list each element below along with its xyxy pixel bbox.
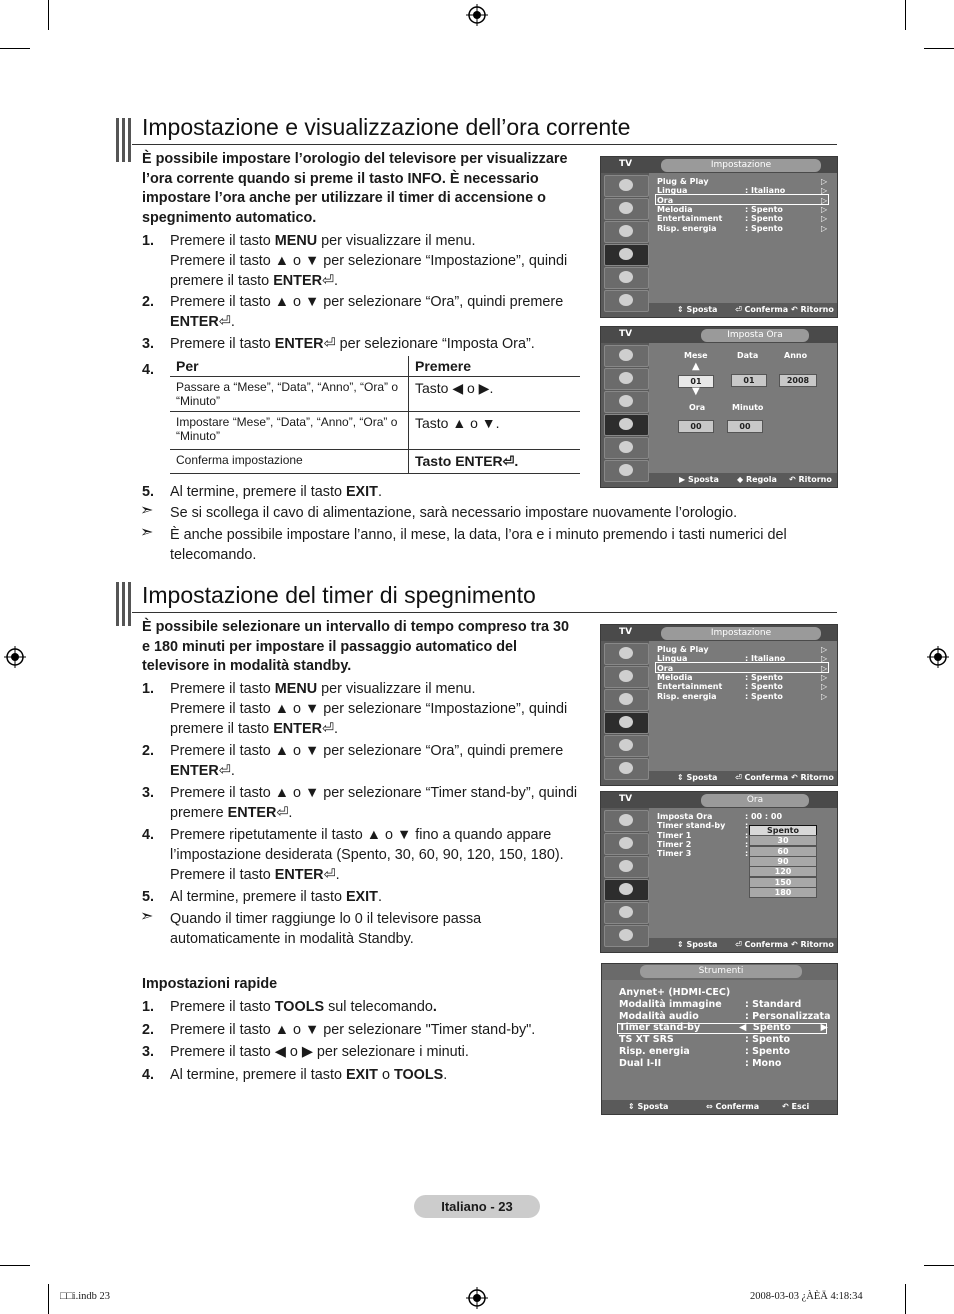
table-row: [170, 377, 580, 412]
osd-imposta-ora-menu: [600, 326, 838, 488]
osd-item-label: Ora: [657, 663, 674, 673]
picture-menu-icon[interactable]: [604, 345, 649, 367]
registration-mark-icon: [466, 4, 488, 26]
up-arrow-icon: ▲: [692, 361, 700, 372]
osd-item-label: TS XT SRS: [619, 1034, 674, 1046]
table-cell: Tasto ◀ o ▶.: [409, 377, 581, 412]
timer-option[interactable]: 120: [749, 866, 817, 877]
input-menu-icon[interactable]: [604, 735, 649, 757]
channel-menu-icon[interactable]: [604, 689, 649, 711]
osd-menu-item[interactable]: [657, 214, 828, 224]
sound-menu-icon[interactable]: [604, 833, 649, 855]
osd-item-value: : Personalizzata: [745, 1010, 831, 1022]
step-text: ENTER⏎.: [170, 314, 235, 330]
osd-footer-move: ⇕ Sposta: [677, 305, 718, 314]
osd-item-value: : 00 : 00: [745, 812, 783, 821]
setup-menu-icon[interactable]: [604, 879, 649, 901]
crop-mark: [48, 0, 49, 30]
osd-item-label: Risp. energia: [657, 223, 717, 233]
table-cell: Impostare “Mese”, “Data”, “Anno”, “Ora” o “Minuto”: [170, 412, 409, 450]
osd-footer-move: ▶ Sposta: [679, 475, 719, 484]
section-title: Impostazione del timer di spegnimento: [142, 582, 536, 608]
osd-item-value: : Spento: [745, 1034, 791, 1046]
step-text: Premere il tasto ◀ o ▶ per selezionare i minuti.: [170, 1044, 469, 1060]
step-number: 5.: [142, 889, 155, 905]
osd-menu-item[interactable]: [657, 177, 828, 186]
crop-mark: [924, 1265, 954, 1266]
osd-menu-item[interactable]: [657, 821, 749, 831]
osd-item-value: :: [745, 849, 749, 859]
sound-menu-icon[interactable]: [604, 368, 649, 390]
setup-menu-icon[interactable]: [604, 244, 649, 266]
osd-selection-highlight: [655, 662, 829, 673]
osd-footer-move: ⇕ Sposta: [677, 773, 718, 782]
osd-strumenti-menu: [601, 963, 838, 1115]
osd-item-value: : Spento: [745, 223, 783, 233]
step-text: premere il tasto ENTER⏎.: [170, 721, 339, 737]
osd-footer: [649, 303, 837, 317]
table-cell: Conferma impostazione: [170, 450, 409, 474]
channel-menu-icon[interactable]: [604, 856, 649, 878]
application-menu-icon[interactable]: [604, 758, 649, 780]
step-number: 1.: [142, 999, 155, 1015]
osd-item-label: Entertainment: [657, 214, 723, 224]
timer-option[interactable]: 150: [749, 877, 817, 888]
osd-footer-return: ↶ Ritorno: [791, 305, 834, 314]
hour-field[interactable]: 00: [678, 420, 714, 433]
osd-item-value: : Standard: [745, 998, 802, 1010]
osd-title: Imposta Ora: [701, 329, 809, 342]
osd-sidebar: [601, 173, 649, 317]
osd-title: Strumenti: [640, 965, 802, 978]
osd-tv-label: TV: [619, 159, 633, 169]
osd-item-label: Imposta Ora: [657, 812, 713, 821]
step-text: Premere il tasto ENTER⏎ per selezionare “Imposta Ora”.: [170, 336, 535, 352]
osd-footer: [649, 771, 837, 785]
down-arrow-icon: ▼: [692, 386, 700, 397]
step-text: Premere il tasto MENU per visualizzare il menu.: [170, 681, 476, 697]
osd-title: Impostazione: [661, 627, 821, 640]
osd-tv-label: TV: [619, 794, 633, 804]
osd-item-value: : Italiano: [745, 186, 786, 196]
osd-footer-confirm: ⏎ Conferma: [735, 305, 789, 314]
hour-label: Ora: [689, 403, 706, 412]
osd-menu-item[interactable]: [657, 672, 828, 682]
date-label: Data: [737, 351, 759, 360]
minute-label: Minuto: [732, 403, 764, 412]
timer-option[interactable]: Spento: [749, 825, 817, 836]
osd-menu-item[interactable]: [657, 812, 783, 821]
print-footer-right: 2008-03-03 ¿ÀÈÄ 4:18:34: [750, 1291, 863, 1302]
osd-menu-item[interactable]: [657, 830, 749, 840]
osd-menu-item[interactable]: [619, 1046, 791, 1057]
submenu-arrow-icon: ▷: [821, 195, 828, 205]
osd-menu-item[interactable]: [619, 998, 802, 1010]
osd-item-label: Risp. energia: [657, 691, 717, 701]
osd-item-value: ◀ Spento ▶: [739, 1022, 828, 1034]
osd-item-label: Plug & Play: [657, 645, 709, 654]
picture-menu-icon[interactable]: [604, 175, 649, 197]
sound-menu-icon[interactable]: [604, 666, 649, 688]
osd-item-value: : Spento: [745, 1046, 791, 1057]
step-text: ENTER⏎.: [170, 763, 235, 779]
osd-sidebar: [601, 641, 649, 785]
osd-item-label: Melodia: [657, 204, 693, 214]
year-label: Anno: [784, 351, 808, 360]
osd-item-label: Timer 1: [657, 830, 692, 840]
submenu-arrow-icon: ▷: [821, 691, 828, 701]
osd-footer-move: ⇕ Sposta: [628, 1102, 669, 1111]
osd-item-label: Timer 3: [657, 849, 692, 859]
step-text: Premere il tasto ▲ o ▼ per selezionare “Ora”, quindi premere: [170, 743, 564, 759]
table-row: [170, 450, 580, 474]
submenu-arrow-icon: ▷: [821, 177, 828, 186]
step-number: 5.: [142, 484, 155, 500]
timer-option[interactable]: 180: [749, 887, 817, 898]
step-number: 1.: [142, 681, 155, 697]
osd-menu-item[interactable]: [657, 223, 828, 233]
year-field[interactable]: 2008: [779, 374, 817, 387]
step-text: Al termine, premere il tasto EXIT.: [170, 889, 382, 905]
submenu-arrow-icon: ▷: [821, 645, 828, 654]
osd-item-value: : Mono: [745, 1057, 782, 1069]
application-menu-icon[interactable]: [604, 925, 649, 947]
note-arrow-icon: ➣: [140, 502, 154, 519]
timer-option[interactable]: 60: [749, 846, 817, 857]
osd-item-label: Plug & Play: [657, 177, 709, 186]
input-menu-icon[interactable]: [604, 267, 649, 289]
step-number: 3.: [142, 336, 155, 352]
sound-menu-icon[interactable]: [604, 198, 649, 220]
osd-item-label: Anynet+ (HDMI-CEC): [619, 987, 731, 998]
date-field[interactable]: 01: [731, 374, 767, 387]
osd-menu-item[interactable]: [657, 645, 828, 654]
osd-footer-return: ↶ Ritorno: [791, 940, 834, 949]
osd-item-value: : Italiano: [745, 654, 786, 664]
step-text: Premere il tasto ▲ o ▼ per selezionare "Timer stand-by".: [170, 1021, 536, 1038]
submenu-arrow-icon: ▷: [821, 654, 828, 664]
submenu-arrow-icon: ▷: [821, 204, 828, 214]
osd-footer: [649, 938, 837, 952]
osd-footer-move: ⇕ Sposta: [677, 940, 718, 949]
step-number: 1.: [142, 233, 155, 249]
osd-item-label: Dual I-II: [619, 1057, 662, 1069]
table-cell: Tasto ▲ o ▼.: [409, 412, 581, 450]
step-text: premere il tasto ENTER⏎.: [170, 273, 339, 289]
osd-footer-return: ↶ Ritorno: [791, 773, 834, 782]
page-number-badge: Italiano - 23: [414, 1195, 540, 1218]
step-text: premere ENTER⏎.: [170, 805, 293, 821]
osd-ora-menu: [600, 791, 838, 953]
osd-title: Impostazione: [661, 159, 821, 172]
crop-mark: [48, 1284, 49, 1314]
step-text: Al termine, premere il tasto EXIT o TOOLS.: [170, 1066, 448, 1083]
osd-item-value: :: [745, 839, 749, 849]
note-arrow-icon: ➣: [140, 524, 154, 541]
osd-item-value: : Spento: [745, 204, 783, 214]
osd-sidebar: [601, 808, 649, 952]
osd-item-label: Entertainment: [657, 682, 723, 692]
table-header: Premere: [409, 356, 581, 377]
osd-sidebar: [601, 343, 649, 487]
osd-item-value: : Spento: [745, 214, 783, 224]
input-menu-icon[interactable]: [604, 437, 649, 459]
note-arrow-icon: ➣: [140, 908, 154, 925]
setup-menu-icon[interactable]: [604, 414, 649, 436]
month-label: Mese: [684, 351, 708, 360]
osd-footer-exit: ↶ Esci: [782, 1102, 810, 1111]
step-number: 2.: [142, 1021, 155, 1038]
application-menu-icon[interactable]: [604, 290, 649, 312]
step-text: Al termine, premere il tasto EXIT.: [170, 484, 382, 500]
osd-menu-item[interactable]: [657, 654, 828, 664]
osd-item-label: Ora: [657, 195, 674, 205]
title-bar-decoration: [116, 118, 132, 162]
osd-impostazione-menu: [600, 156, 838, 318]
osd-menu-item[interactable]: [657, 691, 828, 701]
osd-item-label: Timer 2: [657, 839, 692, 849]
timer-option[interactable]: 90: [749, 856, 817, 867]
osd-menu-item[interactable]: [619, 1010, 831, 1022]
crop-mark: [0, 1265, 30, 1266]
step-text: Premere il tasto MENU per visualizzare il menu.: [170, 233, 476, 249]
table-cell: Passare a “Mese”, “Data”, “Anno”, “Ora” o “Minuto”: [170, 377, 409, 412]
osd-menu-item[interactable]: [657, 839, 749, 849]
step-number: 4.: [142, 362, 155, 378]
section-divider: [132, 612, 837, 613]
minute-field[interactable]: 00: [727, 420, 763, 433]
step-number: 3.: [142, 1044, 155, 1060]
key-table: [170, 356, 580, 474]
section-intro: È possibile selezionare un intervallo di tempo compreso tra 30 e 180 minuti per impostare il passaggio automatico del televisore in modalità standby.: [142, 619, 570, 675]
osd-footer-confirm: ⇔ Conferma: [706, 1102, 760, 1111]
registration-mark-icon: [4, 646, 26, 668]
crop-mark: [905, 1284, 906, 1314]
section-divider: [132, 144, 837, 145]
setup-menu-icon[interactable]: [604, 712, 649, 734]
crop-mark: [924, 48, 954, 49]
channel-menu-icon[interactable]: [604, 391, 649, 413]
step-text: Premere il tasto ▲ o ▼ per selezionare “Impostazione”, quindi: [170, 253, 568, 269]
step-text: Premere il tasto ▲ o ▼ per selezionare “Timer stand-by”, quindi: [170, 785, 578, 801]
crop-mark: [905, 0, 906, 30]
osd-item-label: Modalità audio: [619, 1010, 699, 1022]
osd-menu-item[interactable]: [657, 204, 828, 214]
table-row: [170, 412, 580, 450]
step-text: l’impostazione desiderata (Spento, 30, 60, 90, 120, 150, 180).: [170, 847, 564, 863]
submenu-arrow-icon: ▷: [821, 186, 828, 196]
osd-item-label: Timer stand-by: [619, 1022, 701, 1034]
osd-selection-highlight: [655, 194, 829, 205]
submenu-arrow-icon: ▷: [821, 672, 828, 682]
osd-item-label: Timer stand-by: [657, 821, 726, 831]
osd-item-value: : Spento: [745, 672, 783, 682]
osd-item-value: :: [745, 830, 749, 840]
osd-menu-item[interactable]: [657, 849, 749, 859]
osd-menu-item[interactable]: [619, 987, 730, 998]
table-cell: [409, 450, 581, 474]
osd-tv-label: TV: [619, 627, 633, 637]
step-text: Premere il tasto ENTER⏎.: [170, 867, 340, 883]
table-cell-text: Tasto ENTER⏎.: [415, 453, 519, 469]
table-header: Per: [170, 356, 409, 377]
picture-menu-icon[interactable]: [604, 643, 649, 665]
quick-title: Impostazioni rapide: [142, 976, 278, 992]
step-number: 3.: [142, 785, 155, 801]
picture-menu-icon[interactable]: [604, 810, 649, 832]
submenu-arrow-icon: ▷: [821, 214, 828, 224]
step-number: 4.: [142, 1066, 155, 1083]
osd-footer: [602, 1100, 837, 1114]
osd-tv-label: TV: [619, 329, 633, 339]
step-text: Premere il tasto ▲ o ▼ per selezionare “Impostazione”, quindi: [170, 701, 568, 717]
osd-footer-confirm: ⏎ Conferma: [735, 773, 789, 782]
step-text: Premere il tasto ▲ o ▼ per selezionare “Ora”, quindi premere: [170, 294, 564, 310]
timer-option[interactable]: 30: [749, 835, 817, 846]
osd-item-label: Melodia: [657, 672, 693, 682]
osd-menu-item[interactable]: [619, 1022, 828, 1034]
osd-menu-item[interactable]: [657, 186, 828, 196]
table-header-row: [170, 356, 580, 377]
osd-menu-item[interactable]: [619, 1057, 782, 1069]
osd-item-label: Risp. energia: [619, 1046, 690, 1057]
application-menu-icon[interactable]: [604, 460, 649, 482]
osd-menu-item[interactable]: [657, 682, 828, 692]
step-number: 4.: [142, 827, 155, 843]
print-footer-left: □□i.indb 23: [60, 1291, 111, 1302]
osd-footer-return: ↶ Ritorno: [789, 475, 832, 484]
osd-menu-item[interactable]: [619, 1034, 791, 1046]
title-bar-decoration: [116, 582, 132, 626]
channel-menu-icon[interactable]: [604, 221, 649, 243]
section-title: Impostazione e visualizzazione dell’ora corrente: [142, 114, 631, 140]
osd-footer-adjust: ◆ Regola: [737, 475, 777, 484]
osd-impostazione-menu: [600, 624, 838, 786]
osd-item-value: :: [745, 821, 749, 831]
osd-item-value: : Spento: [745, 691, 783, 701]
crop-mark: [0, 48, 30, 49]
osd-title: Ora: [701, 794, 809, 807]
registration-mark-icon: [466, 1287, 488, 1309]
step-number: 2.: [142, 294, 155, 310]
osd-footer-confirm: ⏎ Conferma: [735, 940, 789, 949]
osd-menu-item[interactable]: [657, 663, 828, 673]
osd-item-label: Modalità immagine: [619, 998, 722, 1010]
month-field[interactable]: 01: [678, 375, 714, 388]
step-text: Premere il tasto TOOLS sul telecomando.: [170, 999, 437, 1015]
osd-menu-item[interactable]: [657, 195, 828, 205]
osd-item-label: Lingua: [657, 654, 688, 664]
osd-footer: [649, 473, 837, 487]
step-number: 2.: [142, 743, 155, 759]
submenu-arrow-icon: ▷: [821, 682, 828, 692]
input-menu-icon[interactable]: [604, 902, 649, 924]
submenu-arrow-icon: ▷: [821, 663, 828, 673]
submenu-arrow-icon: ▷: [821, 223, 828, 233]
step-text: Premere ripetutamente il tasto ▲ o ▼ fino a quando appare: [170, 827, 552, 843]
registration-mark-icon: [927, 646, 949, 668]
osd-item-value: : Spento: [745, 682, 783, 692]
osd-item-label: Lingua: [657, 186, 688, 196]
section-intro: È possibile impostare l’orologio del televisore per visualizzare l’ora corrente quando si preme il tasto INFO. È necessario impostare l’ora anche per utilizzare il timer di accensione o spegnimento automatico.: [142, 151, 568, 226]
